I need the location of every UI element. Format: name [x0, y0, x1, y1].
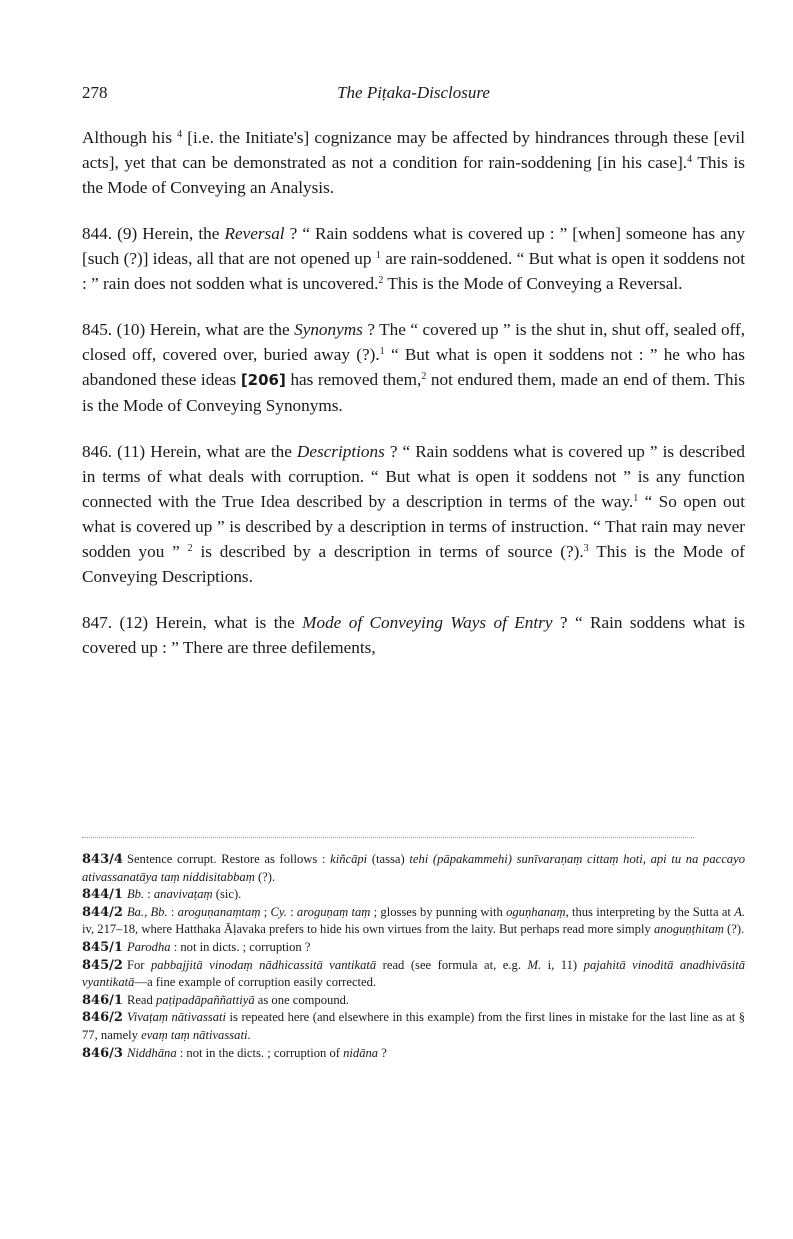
italic-term: oguṇhanaṃ: [506, 904, 566, 919]
footnote: [82, 939, 745, 957]
footnote-marker: 2: [187, 543, 193, 554]
italic-term: kiñcāpi: [330, 852, 368, 866]
footnote-marker: 3: [583, 543, 589, 554]
italic-term: Mode of Conveying Ways of Entry: [302, 613, 553, 632]
text-run: , thus interpreting by the Sutta at: [565, 904, 735, 919]
italic-term: evaṃ taṃ nātivassati: [141, 1027, 248, 1042]
italic-term: Vivaṭaṃ nātivassati: [126, 1010, 227, 1025]
text-run: ? “ Rain soddens what is covered up ” is described in terms of what deals with corruption. “ But what is open it soddens not ” is any function connected with the True Idea described by a description in terms of the way.: [82, 442, 745, 511]
text-run: is described by a description in terms of source (?).: [192, 542, 584, 561]
footnote-reference: 843/4: [82, 852, 123, 867]
footnote-reference: 846/1: [82, 992, 123, 1008]
footnote-reference: 845/2: [82, 957, 123, 973]
italic-term: pajahitā vinoditā anadhivāsitā vyantikatā: [82, 957, 745, 990]
text-run: are rain-soddened. “ But what is open it soddens not : ” rain does not sodden what is uncovered.: [82, 249, 745, 293]
text-run: [i.e. the Initiate's] cognizance may be affected by hindrances through these [evil acts], yet that can be demonstrated as not a condition for rain-soddening [in his case].: [82, 128, 745, 172]
footnote: [82, 851, 745, 886]
text-run: :: [286, 904, 297, 919]
text-run: 845. (10) Herein, what are the: [82, 320, 295, 339]
text-run: :: [167, 904, 178, 919]
text-run: This is the Mode of Conveying Descriptions.: [82, 542, 746, 586]
italic-term: Synonyms: [294, 320, 363, 339]
text-run: i, 11): [541, 957, 584, 972]
footnotes: [82, 851, 745, 1062]
paragraph-844-reversal: [82, 221, 745, 296]
footnote: [82, 1045, 745, 1063]
italic-term: Niddhāna: [126, 1045, 177, 1060]
text-run: ;: [260, 904, 271, 919]
text-run: —a fine example of corruption easily corrected.: [134, 975, 377, 990]
text-run: Read: [126, 992, 156, 1007]
footnote-reference: 845/1: [82, 939, 123, 955]
text-run: : not in the dicts. ; corruption of: [176, 1045, 344, 1060]
footnote-marker: 4: [177, 129, 183, 140]
text-run: not endured them, made an end of them. This is the Mode of Conveying Synonyms.: [82, 370, 745, 415]
text-run: iv, 217–18, where Hatthaka Āḷavaka prefers to hide his own virtues from the laity. But perhaps read more simply: [82, 922, 654, 937]
text-run: is repeated here (and elsewhere in this example) from the first lines in mistake for the last line as at § 77, namely: [82, 1010, 745, 1042]
paragraph-847-ways-of-entry: [82, 610, 745, 660]
text-run: Although his: [82, 128, 178, 147]
text-run: ? The “ covered up ” is the shut in, shut off, sealed off, closed off, covered over, buried away (?).: [82, 320, 745, 364]
text-run: :: [144, 887, 154, 902]
footnote-marker: 1: [375, 250, 381, 261]
italic-term: aroguṇaṃ taṃ: [296, 904, 371, 919]
running-title: The Piṭaka-Disclosure: [337, 83, 490, 102]
footnote-reference: 846/3: [82, 1045, 123, 1061]
footnote-reference: 844/2: [82, 904, 123, 920]
italic-term: anoguṇṭhitaṃ: [653, 922, 724, 937]
text-run: ?: [378, 1045, 387, 1060]
text-run: ? “ Rain soddens what is covered up : ” [when] someone has any [such (?)] ideas, all that are not opened up: [82, 224, 745, 268]
text-run: 846. (11) Herein, what are the: [82, 442, 297, 461]
paragraph-845-synonyms: [82, 317, 745, 418]
text-run: This is the Mode of Conveying a Reversal.: [383, 274, 683, 293]
footnote-marker: 4: [687, 154, 693, 165]
text-run: ; glosses by punning with: [370, 904, 507, 919]
footnote-reference: 846/2: [82, 1010, 123, 1026]
italic-term: Cy.: [270, 904, 287, 919]
footnote-marker: 2: [421, 371, 427, 382]
footnote: [82, 1009, 745, 1044]
paragraph-843-conclusion: [82, 125, 745, 200]
footnote-marker: 2: [378, 275, 384, 286]
italic-term: anavivaṭaṃ: [153, 887, 213, 902]
italic-term: Descriptions: [296, 442, 385, 461]
text-run: This is the Mode of Conveying an Analysis.: [82, 153, 745, 197]
italic-term: paṭipadāpaññattiyā: [155, 992, 255, 1007]
footnote-marker: 1: [379, 346, 385, 357]
footnote-reference: 844/1: [82, 887, 123, 903]
text-run: “ But what is open it soddens not : ” he who has abandoned these ideas: [82, 345, 745, 389]
page-number: 278: [82, 83, 108, 102]
italic-term: A.: [734, 904, 746, 919]
text-run: .: [247, 1027, 251, 1042]
text-run: (?).: [723, 922, 745, 937]
italic-term: pabbajjitā vinodaṃ nādhicassitā vantikatā: [150, 957, 377, 972]
italic-term: Bb.: [126, 887, 145, 902]
text-run: : not in dicts. ; corruption ?: [170, 939, 311, 954]
text-run: For: [126, 957, 151, 972]
original-page-marker: [206]: [240, 371, 286, 389]
text-run: 844. (9) Herein, the: [82, 224, 225, 243]
text-run: 847. (12) Herein, what is the: [82, 613, 303, 632]
italic-term: Ba., Bb.: [126, 904, 168, 919]
footnote: [82, 957, 745, 992]
text-run: (?).: [254, 869, 276, 884]
text-run: (tassa): [367, 852, 410, 866]
text-run: Sentence corrupt. Restore as follows :: [126, 852, 331, 866]
italic-term: aroguṇanaṃtaṃ: [177, 904, 261, 919]
paragraph-846-descriptions: [82, 439, 745, 589]
text-run: “ So open out what is covered up ” is described by a description in terms of instruction. “ That rain may never sodden you ”: [82, 492, 745, 561]
footnote-separator: [82, 837, 694, 838]
text-run: read (see formula at, e.g.: [376, 957, 528, 972]
text-run: (sic).: [212, 887, 242, 902]
italic-term: nidāna: [343, 1045, 379, 1060]
footnote: [82, 886, 745, 904]
italic-term: Reversal: [224, 224, 285, 243]
running-head: [82, 83, 745, 107]
italic-term: tehi (pāpakammehi) sunīvaraṇaṃ cittaṃ hoti, api tu na paccayo ativassanatāya taṃ niddisitabbaṃ: [82, 852, 745, 884]
text-run: has removed them,: [285, 370, 422, 389]
footnote: [82, 992, 745, 1010]
italic-term: M.: [527, 957, 542, 972]
main-text: [82, 125, 745, 681]
footnote: [82, 904, 745, 939]
text-run: as one compound.: [254, 992, 350, 1007]
text-run: ? “ Rain soddens what is covered up : ” There are three defilements,: [82, 613, 745, 657]
footnote-marker: 1: [633, 493, 639, 504]
italic-term: Parodha: [126, 939, 171, 954]
